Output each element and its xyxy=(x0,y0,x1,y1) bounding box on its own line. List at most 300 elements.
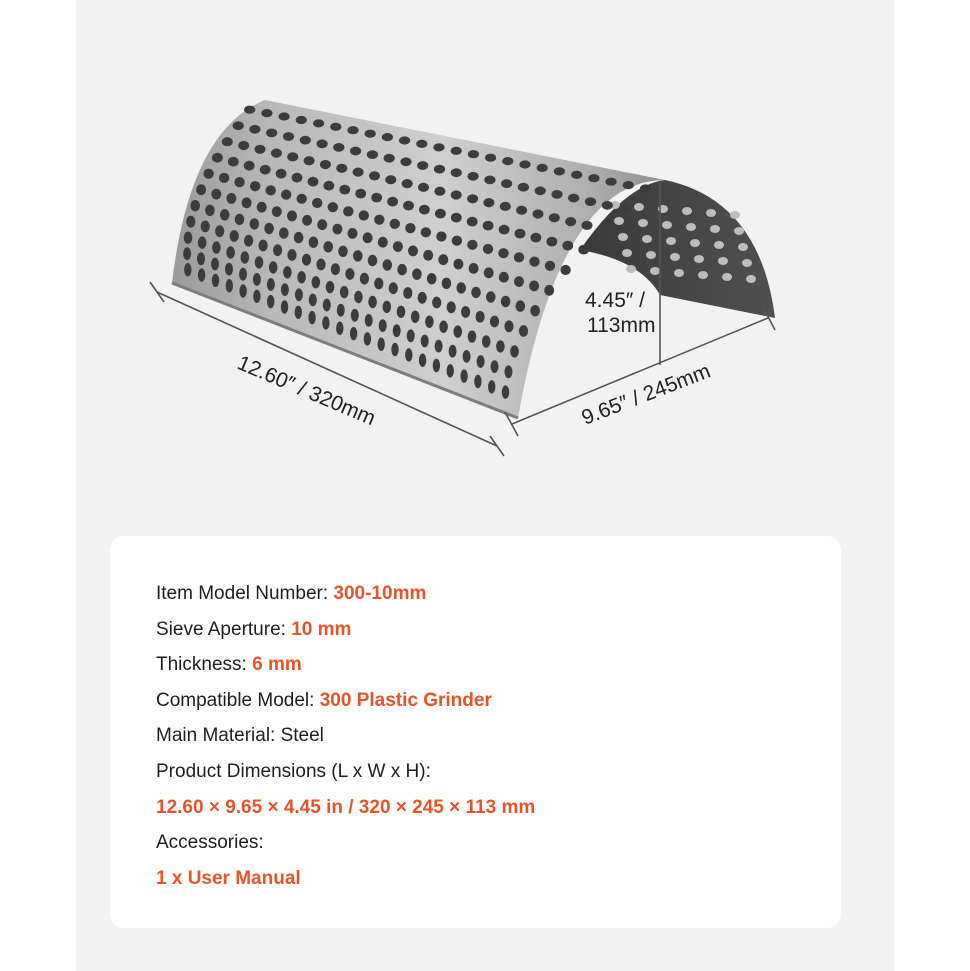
perforation-hole xyxy=(345,268,354,280)
perforation-hole xyxy=(578,245,589,255)
perforation-hole xyxy=(266,129,277,138)
inner-perforation-hole xyxy=(686,223,696,231)
perforation-hole xyxy=(304,156,315,165)
perforation-hole xyxy=(389,282,398,294)
perforation-hole xyxy=(438,254,448,265)
perforation-hole xyxy=(273,244,282,256)
perforation-hole xyxy=(257,202,267,213)
perforation-hole xyxy=(350,147,361,156)
inner-perforation-hole xyxy=(694,255,704,263)
spec-model-value: 300-10mm xyxy=(333,583,427,604)
perforation-hole xyxy=(320,160,331,169)
perforation-hole xyxy=(515,229,526,239)
perforation-hole xyxy=(211,189,221,200)
spec-thickness-label: Thickness: xyxy=(156,654,253,676)
perforation-hole xyxy=(239,268,247,281)
perforation-hole xyxy=(250,218,260,229)
perforation-hole xyxy=(436,231,446,241)
perforation-hole xyxy=(500,202,511,211)
perforation-hole xyxy=(183,247,191,260)
perforation-hole xyxy=(287,152,298,161)
perforation-hole xyxy=(514,276,524,287)
perforation-hole xyxy=(451,147,462,155)
perforation-hole xyxy=(476,311,485,323)
perforation-hole xyxy=(368,296,377,308)
inner-perforation-hole xyxy=(746,275,756,283)
perforation-hole xyxy=(255,256,264,268)
perforation-hole xyxy=(295,306,302,319)
perforation-hole xyxy=(244,161,255,171)
spec-dimensions-value: 12.60 × 9.65 × 4.45 in / 320 × 245 × 113 mm xyxy=(156,796,536,818)
perforation-hole xyxy=(340,286,349,298)
perforation-hole xyxy=(239,284,246,297)
perforation-hole xyxy=(212,241,221,253)
perforation-hole xyxy=(518,183,529,192)
perforation-hole xyxy=(196,184,206,195)
perforation-hole xyxy=(427,273,437,284)
inner-perforation-hole xyxy=(722,273,732,281)
perforation-hole xyxy=(308,177,319,187)
spec-dimensions-label: Product Dimensions (L x W x H): xyxy=(156,760,431,782)
perforation-hole xyxy=(483,198,494,207)
perforation-hole xyxy=(384,154,395,163)
perforation-hole xyxy=(474,375,481,388)
perforation-hole xyxy=(433,143,444,151)
inner-perforation-hole xyxy=(622,249,632,257)
perforation-hole xyxy=(467,194,478,203)
length-tick-left xyxy=(150,282,164,302)
perforation-hole xyxy=(391,343,398,356)
perforation-hole xyxy=(322,316,329,329)
inner-perforation-hole xyxy=(718,257,728,265)
perforation-hole xyxy=(456,282,466,293)
perforation-hole xyxy=(516,206,527,215)
perforation-hole xyxy=(505,365,513,378)
perforation-hole xyxy=(337,304,345,317)
perforation-hole xyxy=(514,252,524,262)
perforation-hole xyxy=(281,300,288,313)
perforation-hole xyxy=(287,249,296,261)
perforation-hole xyxy=(477,355,485,368)
perforation-hole xyxy=(545,261,555,271)
perforation-hole xyxy=(211,258,219,271)
inner-perforation-hole xyxy=(662,221,672,229)
perforation-hole xyxy=(471,287,481,298)
perforation-hole xyxy=(225,263,233,276)
inner-perforation-hole xyxy=(698,271,708,279)
perforation-hole xyxy=(451,168,462,177)
perforation-hole xyxy=(501,296,511,307)
perforation-hole xyxy=(266,185,276,195)
spec-model-label: Item Model Number: xyxy=(156,583,334,604)
perforation-hole xyxy=(259,240,268,252)
perforation-hole xyxy=(353,168,364,177)
inner-perforation-hole xyxy=(626,265,636,273)
perforation-hole xyxy=(447,301,456,313)
perforation-hole xyxy=(385,175,396,184)
perforation-hole xyxy=(434,187,445,196)
perforation-hole xyxy=(255,145,266,154)
perforation-hole xyxy=(486,291,496,302)
perforation-hole xyxy=(454,325,463,337)
perforation-hole xyxy=(403,201,414,211)
perforation-hole xyxy=(295,288,303,301)
spec-compatible-value: 300 Plastic Grinder xyxy=(319,689,492,711)
spec-compatible-model xyxy=(156,683,535,719)
perforation-hole xyxy=(309,237,319,248)
perforation-hole xyxy=(407,329,415,342)
perforation-hole xyxy=(302,215,312,226)
perforation-hole xyxy=(382,133,393,141)
perforation-hole xyxy=(309,294,317,307)
perforation-hole xyxy=(482,335,491,347)
perforation-hole xyxy=(348,228,358,239)
perforation-hole xyxy=(212,153,223,163)
perforation-hole xyxy=(400,157,411,166)
inner-perforation-hole xyxy=(714,241,724,249)
spec-model-number xyxy=(156,576,535,612)
perforation-hole xyxy=(365,130,376,138)
perforation-hole xyxy=(510,345,519,357)
perforation-hole xyxy=(453,259,463,270)
perforation-hole xyxy=(383,301,392,313)
perforation-hole xyxy=(393,324,401,337)
inner-perforation-hole xyxy=(670,253,680,261)
perforation-hole xyxy=(276,169,287,179)
perforation-hole xyxy=(317,139,328,148)
perforation-hole xyxy=(205,205,215,216)
perforation-hole xyxy=(399,136,410,144)
inner-perforation-hole xyxy=(618,233,628,241)
inner-perforation-hole xyxy=(614,217,624,225)
perforation-hole xyxy=(447,364,454,377)
perforation-hole xyxy=(568,194,579,203)
perforation-hole xyxy=(336,322,343,335)
spec-aperture-value: 10 mm xyxy=(291,618,352,640)
height-label-line2: 113mm xyxy=(587,314,656,337)
perforation-hole xyxy=(387,197,398,207)
perforation-hole xyxy=(488,380,495,393)
perforation-hole xyxy=(408,246,418,257)
perforation-hole xyxy=(533,209,544,218)
perforation-hole xyxy=(333,143,344,152)
perforation-hole xyxy=(623,181,634,189)
perforation-hole xyxy=(324,181,335,191)
inner-perforation-hole xyxy=(706,209,716,217)
perforation-hole xyxy=(317,219,327,230)
perforation-hole xyxy=(529,257,539,267)
perforation-hole xyxy=(260,165,271,175)
inner-perforation-hole xyxy=(634,203,644,211)
perforation-hole xyxy=(485,154,496,162)
perforation-hole xyxy=(226,246,235,258)
perforation-hole xyxy=(283,266,292,278)
perforation-hole xyxy=(421,335,429,348)
inner-perforation-hole xyxy=(638,219,648,227)
perforation-hole xyxy=(484,176,495,185)
perforation-hole xyxy=(316,259,325,271)
perforation-hole xyxy=(184,263,191,276)
perforation-hole xyxy=(502,157,513,165)
perforation-hole xyxy=(449,345,457,358)
perforation-hole xyxy=(250,181,260,191)
perforation-hole xyxy=(343,206,353,216)
perforation-hole xyxy=(452,236,462,246)
perforation-hole xyxy=(516,300,526,311)
inner-perforation-hole xyxy=(742,259,752,267)
perforation-hole xyxy=(491,360,499,373)
perforation-hole xyxy=(350,327,357,340)
perforation-hole xyxy=(323,241,333,252)
perforation-hole xyxy=(434,165,445,174)
perforation-hole xyxy=(397,306,406,318)
perforation-hole xyxy=(339,185,350,195)
perforation-hole xyxy=(220,209,230,220)
perforation-hole xyxy=(606,178,617,186)
perforation-hole xyxy=(571,171,582,179)
spec-main-material: Main Material: Steel xyxy=(156,725,324,747)
perforation-hole xyxy=(423,250,433,261)
inner-perforation-hole xyxy=(674,269,684,277)
perforation-hole xyxy=(253,290,260,303)
perforation-hole xyxy=(312,198,322,208)
perforation-hole xyxy=(501,179,512,188)
perforation-hole xyxy=(405,348,412,361)
perforation-hole xyxy=(484,267,494,278)
perforation-hole xyxy=(468,330,477,342)
inner-perforation-hole xyxy=(710,225,720,233)
perforation-hole xyxy=(267,295,274,308)
inner-perforation-hole xyxy=(646,251,656,259)
perforation-hole xyxy=(483,244,493,254)
perforation-hole xyxy=(230,230,239,242)
perforation-hole xyxy=(219,173,229,183)
perforation-hole xyxy=(504,320,513,332)
perforation-hole xyxy=(355,189,366,199)
perforation-hole xyxy=(351,309,359,322)
perforation-hole xyxy=(296,116,307,124)
inner-perforation-hole xyxy=(734,227,744,235)
perforation-hole xyxy=(331,263,340,275)
perforation-hole xyxy=(402,179,413,188)
perforation-hole xyxy=(418,183,429,192)
spec-list xyxy=(156,576,535,896)
perforation-hole xyxy=(198,236,207,248)
perforation-hole xyxy=(460,369,467,382)
perforation-hole xyxy=(287,211,297,222)
perforation-hole xyxy=(588,174,599,182)
perforation-hole xyxy=(421,227,431,237)
perforation-hole xyxy=(425,316,434,328)
perforation-hole xyxy=(463,350,471,363)
perforation-hole xyxy=(201,221,210,233)
perforation-hole xyxy=(560,265,570,275)
perforation-hole xyxy=(267,278,275,291)
perforation-hole xyxy=(272,206,282,217)
perforation-hole xyxy=(598,225,609,234)
perforation-hole xyxy=(537,164,548,172)
perforation-hole xyxy=(467,240,477,250)
perforation-hole xyxy=(499,225,510,235)
perforation-hole xyxy=(336,164,347,173)
spec-thickness-value: 6 mm xyxy=(252,654,302,676)
perforation-hole xyxy=(403,287,412,299)
perforation-hole xyxy=(411,311,420,323)
perforation-hole xyxy=(531,233,542,243)
perforation-hole xyxy=(369,171,380,180)
perforation-hole xyxy=(294,232,304,243)
perforation-hole xyxy=(186,216,195,228)
inner-perforation-hole xyxy=(682,207,692,215)
perforation-hole xyxy=(363,232,373,243)
perforation-hole xyxy=(378,338,385,351)
perforation-hole xyxy=(190,200,200,211)
perforation-hole xyxy=(271,149,282,158)
length-tick-right xyxy=(490,436,504,456)
perforation-hole xyxy=(551,190,562,199)
perforation-hole xyxy=(313,119,324,127)
perforation-hole xyxy=(235,214,245,225)
perforation-hole xyxy=(228,157,239,167)
perforation-hole xyxy=(226,193,236,204)
perforation-hole xyxy=(640,184,651,192)
perforation-hole xyxy=(416,140,427,148)
perforation-hole xyxy=(249,125,260,134)
perforation-hole xyxy=(215,225,224,237)
perforation-hole xyxy=(498,248,508,258)
perforation-hole xyxy=(469,263,479,274)
perforation-hole xyxy=(397,264,407,275)
perforation-hole xyxy=(338,246,348,257)
spec-compatible-label: Compatible Model: xyxy=(156,689,320,711)
perforation-hole xyxy=(602,201,613,210)
perforation-hole xyxy=(549,213,560,222)
perforation-hole xyxy=(383,259,393,270)
inner-perforation-hole xyxy=(738,243,748,251)
perforation-hole xyxy=(332,224,342,235)
perforation-hole xyxy=(297,194,307,204)
inner-perforation-hole xyxy=(690,239,700,247)
perforation-hole xyxy=(419,205,430,215)
perforation-hole xyxy=(364,332,371,345)
perforation-hole xyxy=(360,273,369,285)
perforation-hole xyxy=(244,106,255,114)
perforation-hole xyxy=(347,126,358,134)
perforation-hole xyxy=(241,251,250,263)
perforation-hole xyxy=(435,340,443,353)
perforation-hole xyxy=(297,271,306,283)
perforation-hole xyxy=(418,292,427,304)
perforation-hole xyxy=(565,217,576,226)
spec-sieve-aperture xyxy=(156,612,535,648)
perforation-hole xyxy=(405,223,415,233)
perforation-hole xyxy=(234,177,244,187)
perforation-hole xyxy=(442,278,452,289)
perforation-hole xyxy=(279,227,289,238)
perforation-hole xyxy=(330,123,341,131)
perforation-hole xyxy=(483,221,494,231)
perforation-hole xyxy=(378,237,388,248)
inner-perforation-hole xyxy=(642,235,652,243)
inner-perforation-hole xyxy=(650,267,660,275)
perforation-hole xyxy=(417,161,428,170)
perforation-hole xyxy=(490,316,499,328)
spec-aperture-label: Sieve Aperture: xyxy=(156,618,292,640)
perforation-hole xyxy=(368,255,378,266)
perforation-hole xyxy=(432,297,441,309)
perforation-hole xyxy=(371,193,382,203)
perforation-hole xyxy=(198,268,205,281)
perforation-hole xyxy=(412,269,422,280)
perforation-hole xyxy=(374,215,384,225)
perforation-hole xyxy=(467,217,478,227)
length-label: 12.60″ / 320mm xyxy=(234,351,379,431)
perforation-hole xyxy=(547,237,558,247)
spec-accessories-value: 1 x User Manual xyxy=(156,867,301,889)
perforation-hole xyxy=(554,167,565,175)
perforation-hole xyxy=(519,325,528,337)
perforation-hole xyxy=(502,385,509,398)
perforation-hole xyxy=(326,281,335,293)
perforation-hole xyxy=(519,160,530,168)
perforation-hole xyxy=(222,137,233,146)
perforation-hole xyxy=(544,285,554,296)
perforation-hole xyxy=(312,276,321,288)
perforation-hole xyxy=(562,241,573,251)
perforation-hole xyxy=(283,132,294,141)
perforation-hole xyxy=(281,283,289,296)
perforation-hole xyxy=(451,190,462,199)
perforation-hole xyxy=(393,241,403,252)
perforation-hole xyxy=(390,219,400,229)
perforation-hole xyxy=(261,109,272,117)
perforation-hole xyxy=(226,279,233,292)
perforation-hole xyxy=(359,210,369,220)
perforation-hole xyxy=(582,221,593,230)
perforation-hole xyxy=(461,306,470,318)
perforation-hole xyxy=(354,291,363,303)
perforation-hole xyxy=(300,136,311,145)
inner-perforation-hole xyxy=(730,211,740,219)
perforation-hole xyxy=(244,235,253,247)
perforation-hole xyxy=(203,169,213,179)
spec-accessories-label: Accessories: xyxy=(156,832,264,854)
perforation-hole xyxy=(269,261,278,273)
perforation-hole xyxy=(451,213,462,223)
perforation-hole xyxy=(197,252,205,265)
perforation-hole xyxy=(379,319,387,332)
perforation-hole xyxy=(433,359,440,372)
perforation-hole xyxy=(365,314,373,327)
perforation-hole xyxy=(468,150,479,158)
perforation-hole xyxy=(530,305,540,316)
perforation-hole xyxy=(529,281,539,292)
perforation-hole xyxy=(292,173,303,183)
perforation-hole xyxy=(279,112,290,120)
perforation-hole xyxy=(233,121,244,130)
perforation-hole xyxy=(585,197,596,206)
perforation-hole xyxy=(308,311,315,324)
perforation-hole xyxy=(238,141,249,150)
perforation-hole xyxy=(353,250,363,261)
perforation-hole xyxy=(323,299,331,312)
perforation-hole xyxy=(184,232,193,244)
perforation-hole xyxy=(419,354,426,367)
width-label: 9.65″ / 245mm xyxy=(578,359,714,430)
perforation-hole xyxy=(302,254,311,266)
spec-thickness xyxy=(156,647,535,683)
perforation-hole xyxy=(212,274,219,287)
